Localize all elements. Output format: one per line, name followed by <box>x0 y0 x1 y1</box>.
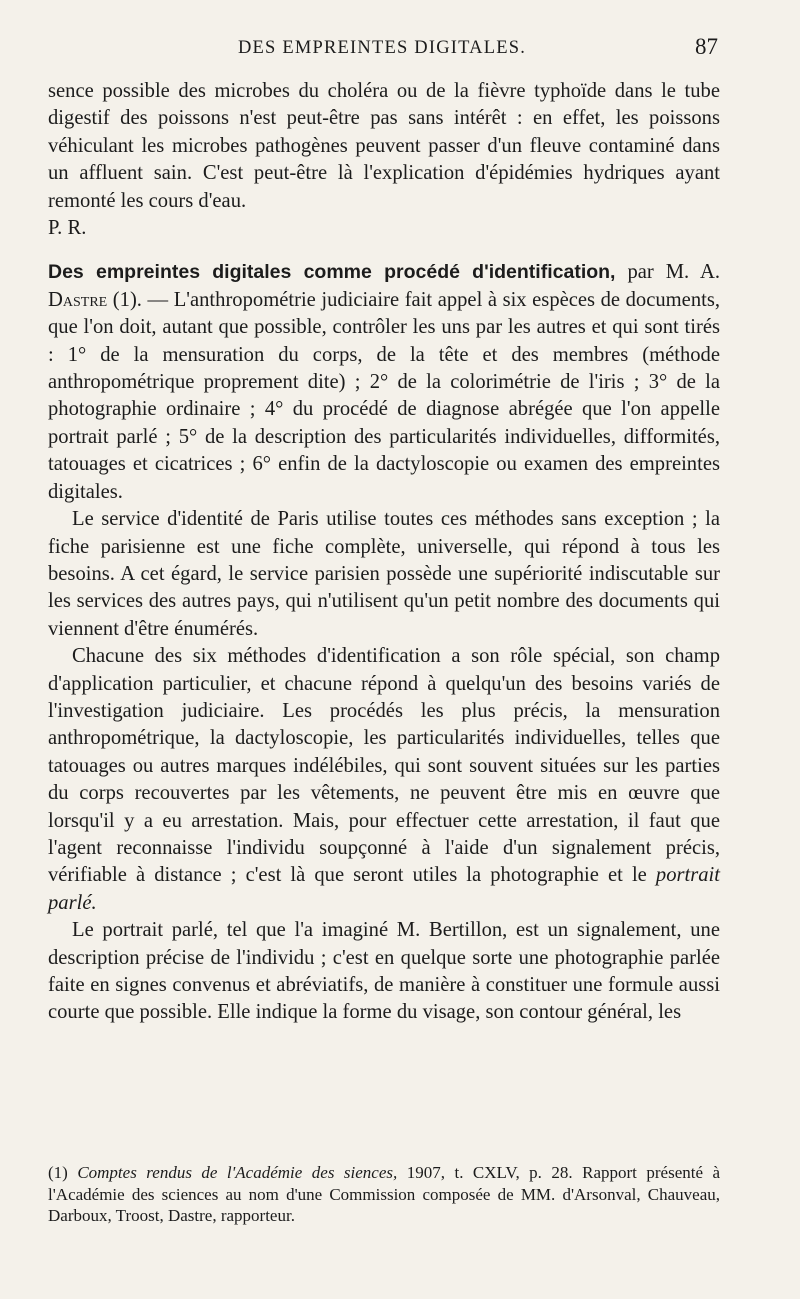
article-first-paragraph-text: — L'anthropométrie judiciaire fait appel à six espèces de documents, que l'on doit, autant que possible, contrôler les uns par les autres et qui sont tirés : 1° de la mensuration du corps, de la tête et des membres (méthode anthropométrique proprement dite) ; 2° de la colorimétrie de l'iris ; 3° de la photographie ordinaire ; 4° du procédé de diagnose abrégée que l'on appelle portrait parlé ; 5° de la description des particularités individuelles, difformités, tatouages et cicatrices ; 6° enfin de la dactyloscopie ou examen des empreintes digitales. <box>48 288 720 503</box>
article-paragraph-3-text: Chacune des six méthodes d'identification a son rôle spécial, son champ d'application particulier, et chacune répond à quelqu'un des besoins variés de l'investigation judiciaire. Les procédés les plus précis, la mensuration anthropométrique, la dactyloscopie, les particularités individuelles, telles que tatouages ou autres marques indélébiles, qui sont souvent situées sur les parties du corps recouvertes par les vêtements, ne peuvent être mis en œuvre que lorsqu'il y a eu arrestation. Mais, pour effectuer cette arrestation, il faut que l'agent reconnaisse l'individu soupçonné à l'aide d'un signalement précis, vérifiable à distance ; c'est là que seront utiles la photographie et le <box>48 645 720 887</box>
page-number: 87 <box>695 34 718 59</box>
running-title: DES EMPREINTES DIGITALES. <box>238 38 527 58</box>
article-paragraph-2: Le service d'identité de Paris utilise toutes ces méthodes sans exception ; la fiche parisienne est une fiche complète, universelle, qui répond à tous les besoins. A cet égard, le service parisien possède une supériorité indiscutable sur les services des autres pays, qui n'utilisent qu'un petit nombre des documents qui viennent d'être énumérés. <box>48 508 720 640</box>
article-byline-prefix: par M. A. <box>627 261 721 284</box>
footnote-paragraph <box>48 1162 720 1227</box>
footnote-reference: (1). <box>112 288 142 311</box>
article-heading: Des empreintes digitales comme procédé d'identification, <box>48 261 616 284</box>
running-header <box>48 34 720 68</box>
article-paragraph-3-italic: portrait parlé. <box>48 864 720 914</box>
footnote <box>48 1162 720 1227</box>
footnote-source: Comptes rendus de l'Académie des siences, <box>77 1163 398 1182</box>
article-paragraph-4: Le portrait parlé, tel que l'a imaginé M. Bertillon, est un signalement, une description précise de l'individu ; c'est en quelque sorte une photographie parlée faite en signes convenus et abréviatifs, de manière à constituer une formule aussi courte que possible. Elle indique la forme du visage, son contour général, les <box>48 919 720 1024</box>
article-paragraph-3 <box>48 643 720 917</box>
footnote-text: Rapport présenté à l'Académie des sciences au nom d'une Commission composée de MM. d'Arsonval, Chauveau, Darboux, Troost, Dastre, rapporteur. <box>48 1163 721 1225</box>
footnote-marker: (1) <box>48 1163 68 1182</box>
signature: P. R. <box>48 217 87 240</box>
page-body <box>48 78 720 1027</box>
footnote-source-details: 1907, t. CXLV, p. 28. <box>406 1163 573 1182</box>
section-gap <box>48 242 720 259</box>
article-first-paragraph <box>48 259 720 506</box>
article-author: Dastre <box>48 288 108 311</box>
continued-paragraph: sence possible des microbes du choléra ou de la fièvre typhoïde dans le tube digestif des poissons n'est peut-être pas sans intérêt : en effet, les poissons véhiculant les microbes pathogènes peuvent passer d'un fleuve contaminé dans un affluent sain. C'est peut-être là l'explication d'épidémies hydriques ayant remonté les cours d'eau. <box>48 80 720 212</box>
